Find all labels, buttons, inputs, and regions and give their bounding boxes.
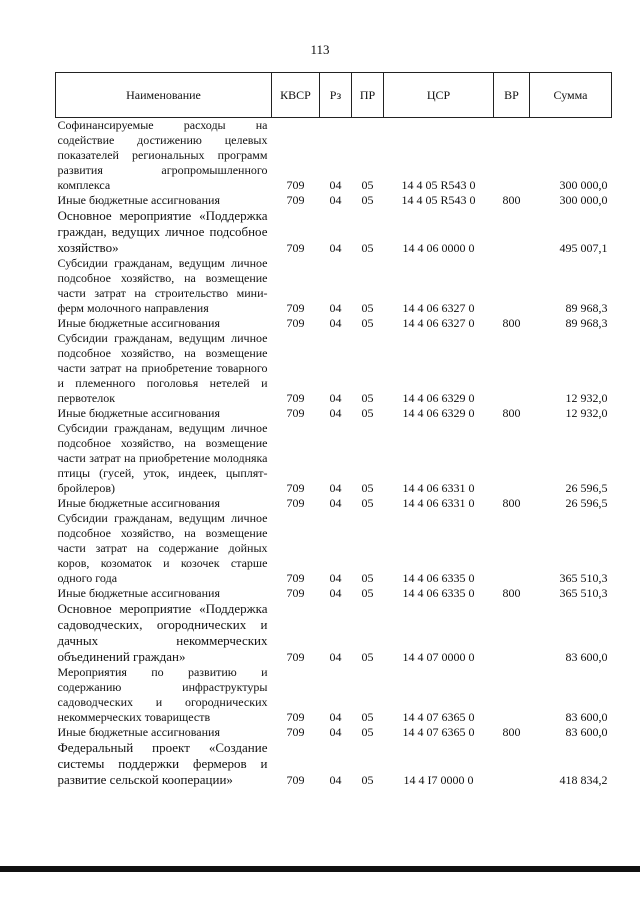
cell-sum: 83 600,0 [565, 725, 608, 739]
table-row [56, 586, 612, 601]
cell-rz: 04 [329, 301, 342, 315]
cell-csr: 14 4 06 0000 0 [402, 241, 475, 255]
page-number: 113 [310, 42, 330, 57]
cell-pr: 05 [361, 571, 374, 585]
cell-vr: 800 [502, 406, 521, 420]
cell-name: Субсидии гражданам, ведущим личное подсобное хозяйство, на возмещение части затрат на приобретение товарного и племенного поголовья нетелей и первотелок [57, 331, 268, 405]
cell-csr: 14 4 07 6365 0 [402, 710, 475, 724]
cell-pr: 05 [361, 178, 374, 192]
cell-name: Мероприятия по развитию и содержанию инфраструктуры садоводческих и огороднических некоммерческих товариществ [57, 665, 268, 724]
cell-kvsr: 709 [286, 178, 305, 192]
table-row [56, 256, 612, 316]
cell-sum: 495 007,1 [559, 241, 608, 255]
header-pr: ПР [352, 73, 384, 118]
cell-rz: 04 [329, 481, 342, 495]
cell-kvsr: 709 [286, 391, 305, 405]
cell-vr [494, 740, 530, 788]
table-row [56, 421, 612, 496]
table-row [56, 406, 612, 421]
cell-kvsr: 709 [286, 316, 305, 330]
cell-pr: 05 [361, 496, 374, 510]
cell-name: Иные бюджетные ассигнования [57, 406, 220, 420]
cell-rz: 04 [329, 650, 342, 664]
table-row [56, 511, 612, 586]
cell-vr [494, 256, 530, 316]
cell-rz: 04 [329, 178, 342, 192]
cell-name: Иные бюджетные ассигнования [57, 316, 220, 330]
cell-csr: 14 4 06 6335 0 [402, 586, 475, 600]
cell-csr: 14 4 06 6327 0 [402, 316, 475, 330]
cell-sum: 89 968,3 [565, 316, 608, 330]
cell-vr [494, 601, 530, 665]
header-sum: Сумма [530, 73, 612, 118]
header-name: Наименование [56, 73, 272, 118]
cell-vr [494, 421, 530, 496]
cell-sum: 83 600,0 [565, 650, 608, 664]
cell-vr: 800 [502, 193, 521, 207]
cell-kvsr: 709 [286, 481, 305, 495]
cell-vr [494, 118, 530, 194]
cell-name: Иные бюджетные ассигнования [57, 193, 220, 207]
cell-rz: 04 [329, 391, 342, 405]
cell-csr: 14 4 07 6365 0 [402, 725, 475, 739]
cell-kvsr: 709 [286, 571, 305, 585]
cell-pr: 05 [361, 725, 374, 739]
cell-name: Софинансируемые расходы на содействие достижению целевых показателей региональных программ развития агропромышленного комплекса [57, 118, 268, 192]
cell-kvsr: 709 [286, 725, 305, 739]
cell-sum: 83 600,0 [565, 710, 608, 724]
cell-rz: 04 [329, 406, 342, 420]
cell-sum: 418 834,2 [559, 773, 608, 787]
cell-vr: 800 [502, 586, 521, 600]
budget-table-container [55, 72, 611, 788]
cell-pr: 05 [361, 710, 374, 724]
table-row [56, 118, 612, 194]
cell-rz: 04 [329, 773, 342, 787]
cell-sum: 89 968,3 [565, 301, 608, 315]
cell-pr: 05 [361, 650, 374, 664]
cell-pr: 05 [361, 586, 374, 600]
cell-rz: 04 [329, 193, 342, 207]
cell-csr: 14 4 06 6331 0 [402, 496, 475, 510]
table-row [56, 665, 612, 725]
cell-vr: 800 [502, 316, 521, 330]
cell-csr: 14 4 06 6327 0 [402, 301, 475, 315]
budget-table [55, 72, 612, 788]
cell-pr: 05 [361, 406, 374, 420]
header-csr: ЦСР [384, 73, 494, 118]
cell-vr [494, 665, 530, 725]
cell-name: Иные бюджетные ассигнования [57, 586, 220, 600]
cell-name: Субсидии гражданам, ведущим личное подсобное хозяйство, на возмещение части затрат на строительство мини-ферм молочного направления [57, 256, 268, 315]
cell-kvsr: 709 [286, 773, 305, 787]
cell-rz: 04 [329, 571, 342, 585]
cell-name: Субсидии гражданам, ведущим личное подсобное хозяйство, на возмещение части затрат на приобретение молодняка птицы (гусей, уток, индеек, цыплят-бройлеров) [57, 421, 268, 495]
cell-sum: 12 932,0 [565, 391, 608, 405]
cell-vr: 800 [502, 496, 521, 510]
cell-kvsr: 709 [286, 586, 305, 600]
cell-kvsr: 709 [286, 710, 305, 724]
table-body [56, 118, 612, 789]
table-row [56, 316, 612, 331]
cell-sum: 26 596,5 [565, 496, 608, 510]
cell-name: Основное мероприятие «Поддержка садоводческих, огороднических и дачных некоммерческих объединений граждан» [57, 601, 268, 664]
cell-name: Субсидии гражданам, ведущим личное подсобное хозяйство, на возмещение части затрат на содержание дойных коров, козоматок и козочек старше одного года [57, 511, 268, 585]
cell-csr: 14 4 05 R543 0 [401, 178, 476, 192]
table-row [56, 331, 612, 406]
table-row [56, 740, 612, 788]
cell-kvsr: 709 [286, 193, 305, 207]
table-row [56, 496, 612, 511]
cell-pr: 05 [361, 773, 374, 787]
cell-vr [494, 331, 530, 406]
cell-csr: 14 4 07 0000 0 [402, 650, 475, 664]
cell-vr [494, 208, 530, 256]
cell-pr: 05 [361, 316, 374, 330]
cell-pr: 05 [361, 241, 374, 255]
cell-csr: 14 4 06 6335 0 [402, 571, 475, 585]
table-row [56, 725, 612, 740]
cell-rz: 04 [329, 725, 342, 739]
cell-pr: 05 [361, 391, 374, 405]
header-vr: ВР [494, 73, 530, 118]
table-row [56, 601, 612, 665]
cell-sum: 300 000,0 [559, 178, 608, 192]
cell-kvsr: 709 [286, 301, 305, 315]
cell-name: Иные бюджетные ассигнования [57, 496, 220, 510]
cell-sum: 26 596,5 [565, 481, 608, 495]
cell-sum: 365 510,3 [559, 571, 608, 585]
cell-name: Иные бюджетные ассигнования [57, 725, 220, 739]
cell-rz: 04 [329, 586, 342, 600]
cell-pr: 05 [361, 301, 374, 315]
header-row [56, 73, 612, 118]
cell-kvsr: 709 [286, 241, 305, 255]
cell-vr: 800 [502, 725, 521, 739]
cell-kvsr: 709 [286, 650, 305, 664]
cell-sum: 12 932,0 [565, 406, 608, 420]
cell-csr: 14 4 06 6329 0 [402, 406, 475, 420]
cell-rz: 04 [329, 496, 342, 510]
table-header [56, 73, 612, 118]
cell-vr [494, 511, 530, 586]
cell-pr: 05 [361, 481, 374, 495]
header-rz: Рз [320, 73, 352, 118]
table-row [56, 193, 612, 208]
cell-csr: 14 4 06 6329 0 [402, 391, 475, 405]
cell-csr: 14 4 06 6331 0 [402, 481, 475, 495]
bottom-rule [0, 866, 640, 872]
cell-name: Федеральный проект «Создание системы поддержки фермеров и развитие сельской кооперации» [57, 740, 268, 787]
cell-kvsr: 709 [286, 496, 305, 510]
cell-csr: 14 4 I7 0000 0 [403, 773, 474, 787]
cell-name: Основное мероприятие «Поддержка граждан, ведущих личное подсобное хозяйство» [57, 208, 268, 255]
header-kvsr: КВСР [272, 73, 320, 118]
cell-rz: 04 [329, 710, 342, 724]
cell-pr: 05 [361, 193, 374, 207]
cell-kvsr: 709 [286, 406, 305, 420]
cell-rz: 04 [329, 241, 342, 255]
cell-sum: 365 510,3 [559, 586, 608, 600]
cell-csr: 14 4 05 R543 0 [401, 193, 476, 207]
cell-sum: 300 000,0 [559, 193, 608, 207]
cell-rz: 04 [329, 316, 342, 330]
table-row [56, 208, 612, 256]
